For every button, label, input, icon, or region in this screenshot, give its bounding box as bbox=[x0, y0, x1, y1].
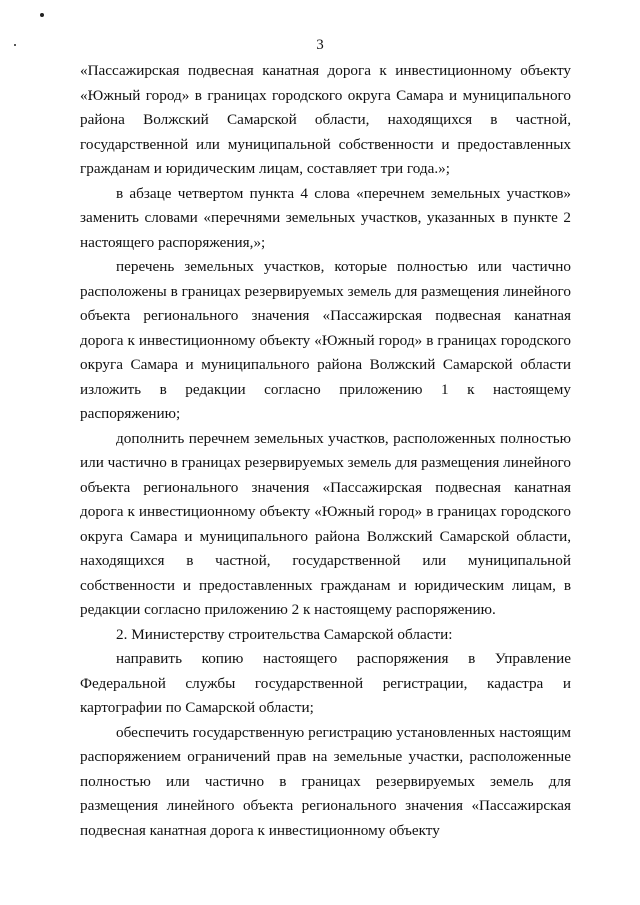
paragraph: направить копию настоящего распоряжения в Управление Федеральной службы государственной регистрации, кадастра и картографии по Самарской области; bbox=[80, 650, 571, 716]
paragraph-item-heading: 2. Министерству строительства Самарской области: bbox=[116, 625, 453, 643]
page-number: 3 bbox=[316, 37, 324, 53]
paragraph: дополнить перечнем земельных участков, расположенных полностью или частично в границах резервируемых земель для размещения линейного объекта регионального значения «Пассажирская подвесная канатная дорога к инвестиционному объекту «Южный город» в границах городского округа Самара и муниципального района Волжский Самарской области, находящихся в частной, государственной или муниципальной собственности и предоставленных гражданам и юридическим лицам, в редакции согласно приложению 2 к настоящему распоряжению. bbox=[80, 429, 571, 618]
paragraph: в абзаце четвертом пункта 4 слова «перечнем земельных участков» заменить словами «перечнями земельных участков, указанных в пункте 2 настоящего распоряжения,»; bbox=[80, 184, 571, 251]
paragraph-continuation: «Пассажирская подвесная канатная дорога к инвестиционному объекту «Южный город» в границах городского округа Самара и муниципального района Волжский Самарской области, находящихся в частной, государственной или муниципальной собственности и предоставленных гражданам и юридическим лицам, составляет три года.»; bbox=[80, 62, 571, 177]
paragraph: обеспечить государственную регистрацию установленных настоящим распоряжением ограничений прав на земельные участки, расположенные полностью или частично в границах резервируемых земель для размещения линейного объекта регионального значения «Пассажирская подвесная канатная дорога к инвестиционному объекту bbox=[80, 723, 571, 839]
document-body bbox=[80, 59, 571, 843]
paragraph: перечень земельных участков, которые полностью или частично расположены в границах резервируемых земель для размещения линейного объекта регионального значения «Пассажирская подвесная канатная дорога к инвестиционному объекту «Южный город» в границах городского округа Самара и муниципального района Волжский Самарской области изложить в редакции согласно приложению 1 к настоящему распоряжению; bbox=[80, 258, 571, 422]
scan-speck bbox=[40, 13, 44, 17]
